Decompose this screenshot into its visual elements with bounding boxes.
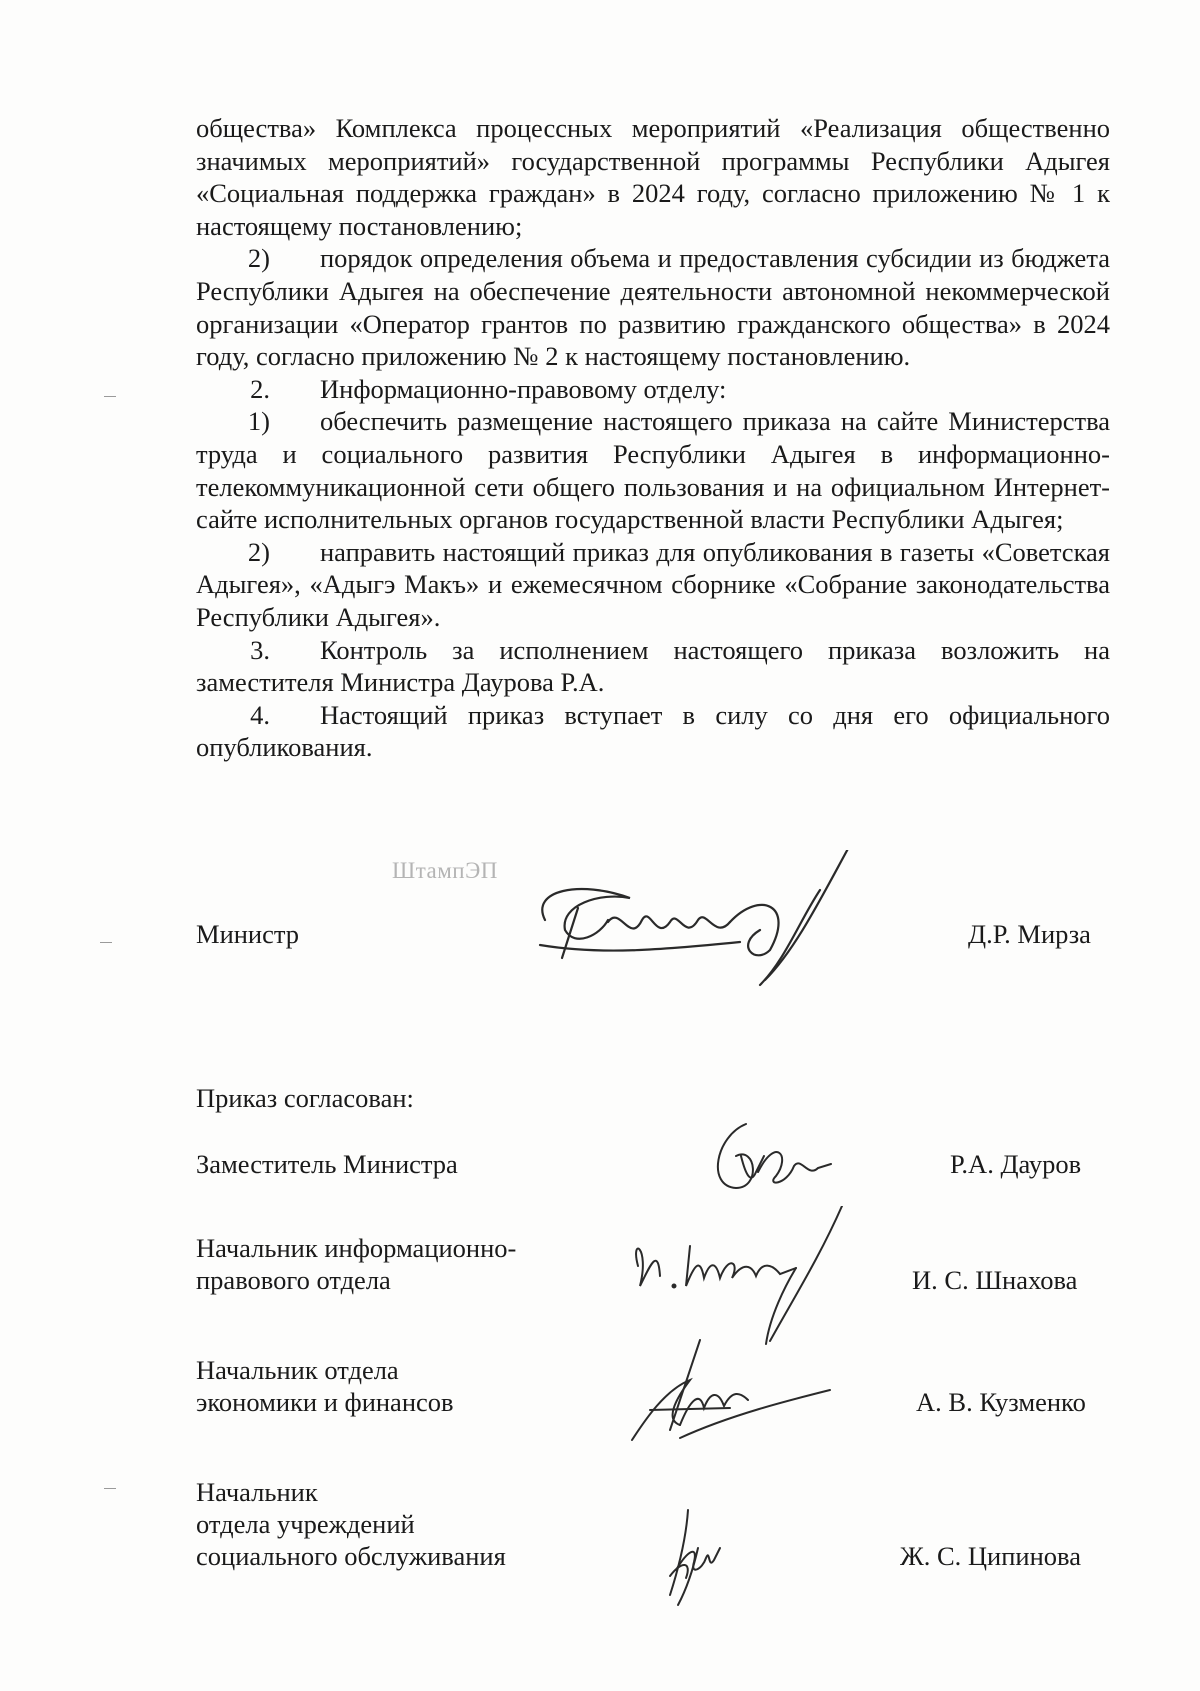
scan-mark — [104, 1488, 116, 1489]
minister-title: Министр — [196, 919, 300, 949]
item-paragraph — [196, 242, 1110, 372]
item-text: Настоящий приказ вступает в силу со дня его официального опубликования. — [196, 699, 1110, 763]
signer-title-line: отдела учреждений — [196, 1509, 415, 1539]
signer-title — [196, 1354, 454, 1418]
signer-title-line: правового отдела — [196, 1265, 391, 1295]
signer-title-line: Начальник отдела — [196, 1355, 399, 1385]
order-body-text — [196, 112, 1110, 764]
item-paragraph — [196, 536, 1110, 634]
item-number: 2) — [247, 243, 270, 274]
signer-title — [196, 1232, 516, 1296]
item-paragraph — [196, 405, 1110, 535]
item-text: порядок определения объема и предоставления субсидии из бюджета Республики Адыгея на обеспечение деятельности автономной некоммерческой организации «Оператор грантов по развитию гражданского общества» в 2024 году, согласно приложению № 2 к настоящему постановлению. — [196, 243, 1110, 372]
item-number: 2. — [250, 373, 270, 404]
signer-title — [196, 1148, 458, 1180]
signer-name: А. В. Кузменко — [916, 1387, 1086, 1417]
intro-paragraph: общества» Комплекса процессных мероприятий «Реализация общественно значимых мероприятий» государственной программы Республики Адыгея «Социальная поддержка граждан» в 2024 году, согласно приложению № 1 к настоящему постановлению; — [196, 113, 1110, 241]
item-number: 2) — [247, 536, 270, 567]
item-text: обеспечить размещение настоящего приказа на сайте Министерства труда и социального развития Республики Адыгея в информационно-телекоммуникационной сети общего пользования и на официальном Интернет-сайте исполнительных органов государственной власти Республики Адыгея; — [196, 406, 1110, 535]
item-paragraph — [196, 373, 1110, 406]
signer-title-line: Заместитель Министра — [196, 1149, 458, 1179]
item-text: Информационно-правовому отделу: — [320, 373, 727, 404]
electronic-stamp-mark: ШтампЭП — [392, 858, 498, 883]
signer-name: Р.А. Дауров — [950, 1149, 1082, 1179]
signer-title-line: Начальник — [196, 1477, 318, 1507]
item-number: 4. — [250, 699, 270, 730]
item-paragraph — [196, 634, 1110, 699]
item-number: 3. — [250, 634, 270, 665]
social-services-head-signature — [658, 1500, 738, 1610]
minister-name: Д.Р. Мирза — [968, 919, 1091, 949]
item-text: направить настоящий приказ для опубликования в газеты «Советская Адыгея», «Адыгэ Макъ» и ежемесячном сборнике «Собрание законодательства Республики Адыгея». — [196, 536, 1110, 632]
minister-signature — [520, 850, 850, 990]
deputy-minister-signature — [706, 1116, 836, 1196]
item-number: 1) — [247, 406, 270, 437]
economics-head-signature — [620, 1330, 840, 1450]
approval-heading: Приказ согласован: — [196, 1083, 414, 1113]
item-paragraph — [196, 699, 1110, 764]
item-text: Контроль за исполнением настоящего приказа возложить на заместителя Министра Даурова Р.А. — [196, 634, 1110, 698]
scan-mark — [100, 942, 112, 943]
signer-name: И. С. Шнахова — [912, 1265, 1078, 1295]
signer-title-line: экономики и финансов — [196, 1387, 454, 1417]
signer-title — [196, 1476, 506, 1572]
signer-name: Ж. С. Ципинова — [900, 1541, 1081, 1571]
info-legal-head-signature — [620, 1206, 850, 1346]
signer-title-line: Начальник информационно- — [196, 1233, 517, 1263]
scan-mark — [104, 396, 116, 397]
signer-title-line: социального обслуживания — [196, 1541, 506, 1571]
